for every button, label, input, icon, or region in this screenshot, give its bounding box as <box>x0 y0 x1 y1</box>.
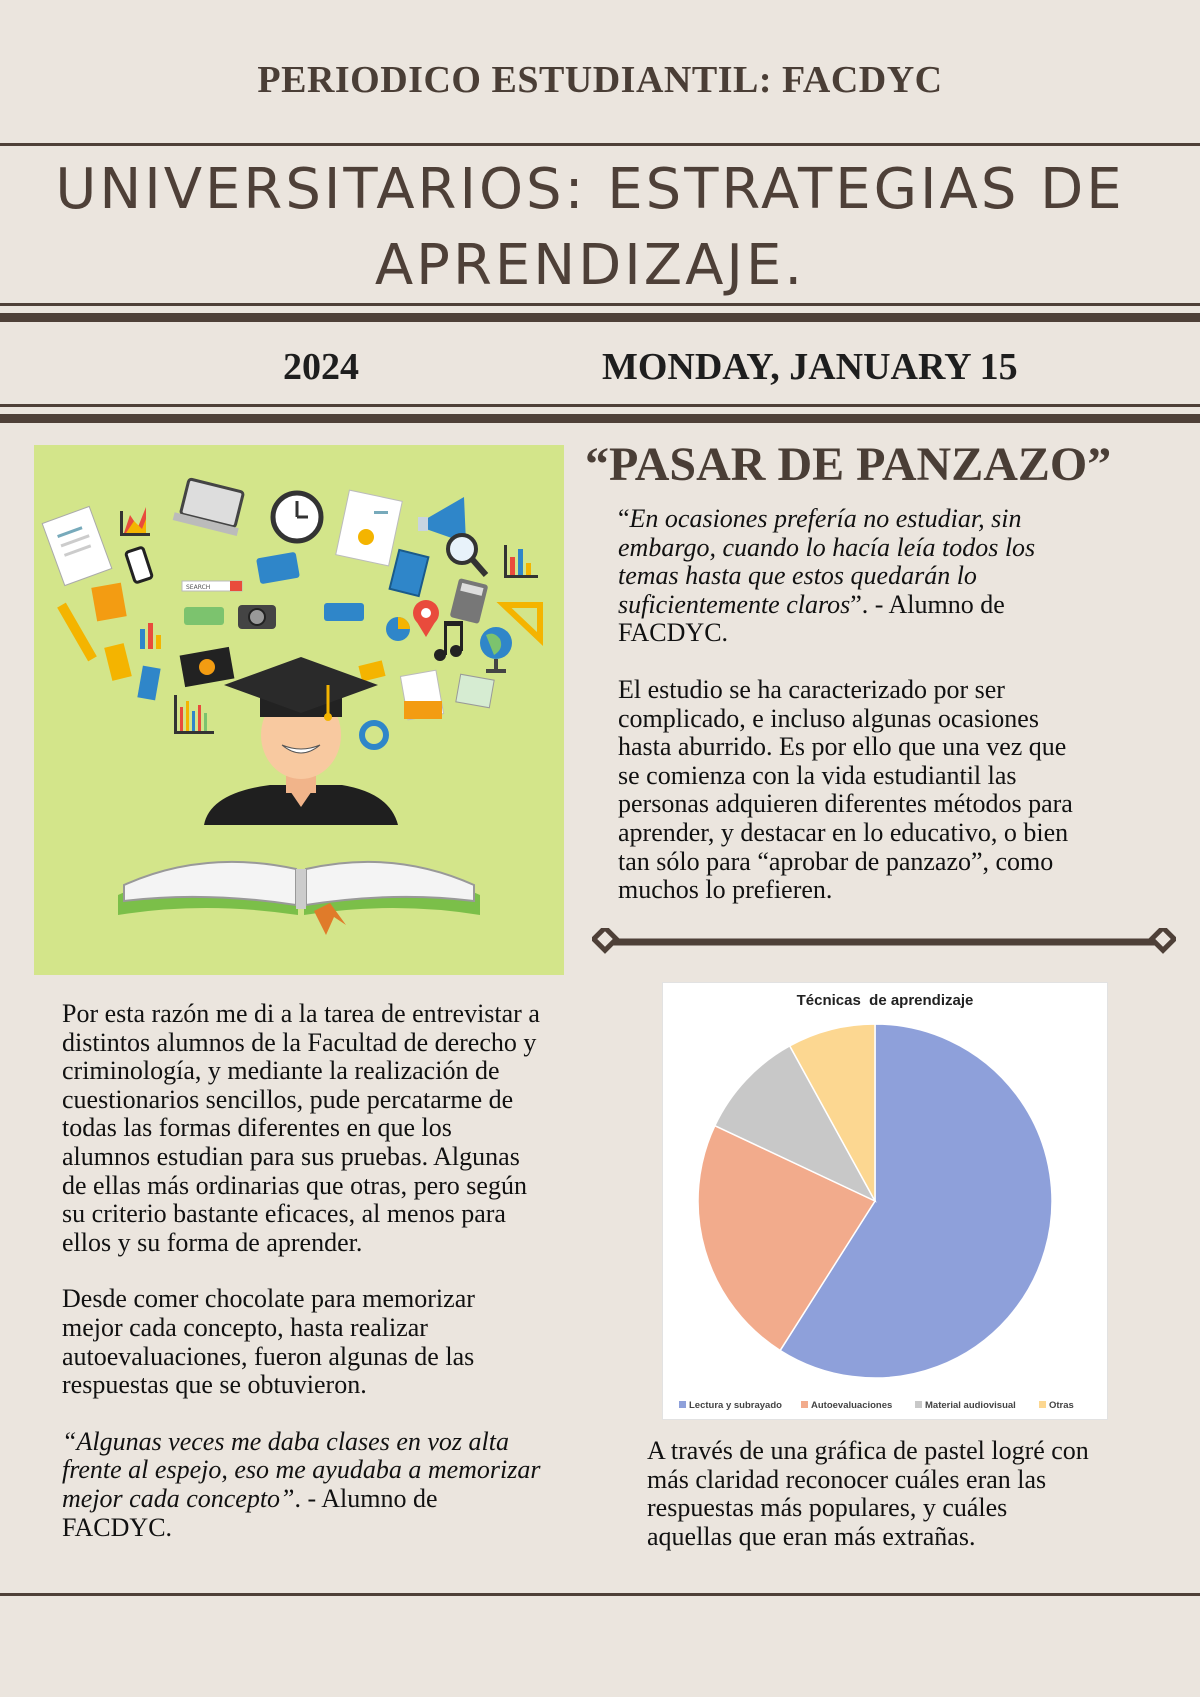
rule-date-bottom-thick <box>0 414 1200 423</box>
legend-label: Lectura y subrayado <box>689 1400 782 1411</box>
search-bar-label: SEARCH <box>186 584 211 591</box>
legend-swatch <box>679 1401 686 1408</box>
magnifier-icon <box>448 535 486 575</box>
edition-date: MONDAY, JANUARY 15 <box>602 346 1018 388</box>
card-icon <box>256 552 300 585</box>
laptop-icon <box>173 479 244 536</box>
legend-swatch <box>801 1401 808 1408</box>
bar-chart-icon <box>120 507 150 536</box>
bar-chart-icon <box>140 623 161 649</box>
set-square-icon <box>504 605 540 639</box>
donut-icon <box>362 723 386 747</box>
rule-date-bottom-thin <box>0 404 1200 407</box>
document-icon <box>42 506 112 585</box>
chat-icon <box>184 607 224 625</box>
open-book-icon <box>118 862 480 935</box>
paragraph-one: El estudio se ha caracterizado por ser complicado, e incluso algunas ocasiones hasta aburrido. Es por ello que una vez que se comienza con la vida estudiantil las personas adquieren diferentes métodos para aprender, y destacar en lo educativo, o bien tan sólo para “aprobar de panzazo”, como muchos lo prefieren. <box>618 674 1073 905</box>
clock-icon <box>273 493 321 541</box>
chart-title: Técnicas de aprendizaje <box>796 992 974 1009</box>
masthead: PERIODICO ESTUDIANTIL: FACDYC <box>257 59 943 101</box>
bar-chart-icon <box>174 695 214 734</box>
legend-swatch <box>1039 1401 1046 1408</box>
graduate-illustration <box>34 445 564 975</box>
ornamental-divider <box>592 928 1176 956</box>
shopping-bag-icon <box>104 643 132 681</box>
pie-chart <box>662 982 1108 1420</box>
quote-open-mark: “ <box>618 504 630 533</box>
notebook-icon <box>390 550 429 596</box>
envelope-icon <box>358 660 385 681</box>
page-title: UNIVERSITARIOS: ESTRATEGIAS DE APRENDIZAJE. <box>55 157 1125 298</box>
quote-one-text: En ocasiones prefería no estudiar, sin embargo, cuando lo hacía leía todos los temas hasta que estos quedarán lo suficientemente claros <box>618 504 1036 619</box>
mail-icon <box>400 670 443 720</box>
legend-label: Autoevaluaciones <box>811 1400 893 1411</box>
map-icon <box>456 674 494 707</box>
calculator-icon <box>450 578 489 624</box>
video-icon <box>180 647 235 687</box>
quote-one <box>618 505 1088 648</box>
article-intro <box>618 505 1088 905</box>
graduate-figure <box>204 657 398 825</box>
edition-year: 2024 <box>283 346 359 388</box>
ruler-icon <box>57 603 97 662</box>
camera-icon <box>238 605 276 629</box>
article-title: “PASAR DE PANZAZO” <box>585 438 1112 491</box>
map-pin-icon <box>413 600 439 637</box>
paragraph-three: Desde comer chocolate para memorizar mejor cada concepto, hasta realizar autoevaluaciones, fueron algunas de las respuestas que se obtuvieron. <box>62 1284 475 1400</box>
search-bar-icon <box>182 581 242 591</box>
pie-slices <box>698 1024 1052 1378</box>
legend-swatch <box>915 1401 922 1408</box>
bar-chart-icon <box>504 545 538 578</box>
folder-icon <box>91 583 126 622</box>
rule-footer <box>0 1593 1200 1596</box>
quote-one-attribution: ”. - Alumno de FACDYC. <box>618 589 1005 648</box>
article-body-left <box>62 1000 542 1542</box>
quote-two <box>62 1428 542 1542</box>
paragraph-two: Por esta razón me di a la tarea de entrevistar a distintos alumnos de la Facultad de derecho y criminología, y mediante la realización de cuestionarios sencillos, pude percatarme de todas las formas diferentes en que los alumnos estudian para sus pruebas. Algunas de ellas más ordinarias que otras, pero según su criterio bastante eficaces, al menos para ellos y su forma de aprender. <box>62 999 540 1257</box>
pie-chart-icon <box>386 617 410 641</box>
quote-two-attribution: . - Alumno de FACDYC. <box>62 1483 438 1542</box>
shopping-bag-icon <box>137 666 160 701</box>
chart-legend <box>679 1400 1074 1411</box>
legend-label: Otras <box>1049 1400 1074 1411</box>
music-note-icon <box>434 621 463 661</box>
rule-top <box>0 143 1200 146</box>
report-icon <box>336 490 403 566</box>
chat-icon <box>324 603 364 621</box>
quote-two-text: “Algunas veces me daba clases en voz alta frente al espejo, eso me ayudaba a memorizar mejor cada concepto” <box>62 1426 541 1513</box>
rule-headline-bottom-thick <box>0 313 1200 322</box>
globe-icon <box>480 627 512 673</box>
graduation-cap-icon <box>224 657 378 713</box>
legend-label: Material audiovisual <box>925 1400 1016 1411</box>
phone-icon <box>125 547 152 583</box>
chart-caption: A través de una gráfica de pastel logré con más claridad reconocer cuáles eran las respuestas más populares, y cuáles aquellas que eran más extrañas. <box>647 1436 1089 1551</box>
